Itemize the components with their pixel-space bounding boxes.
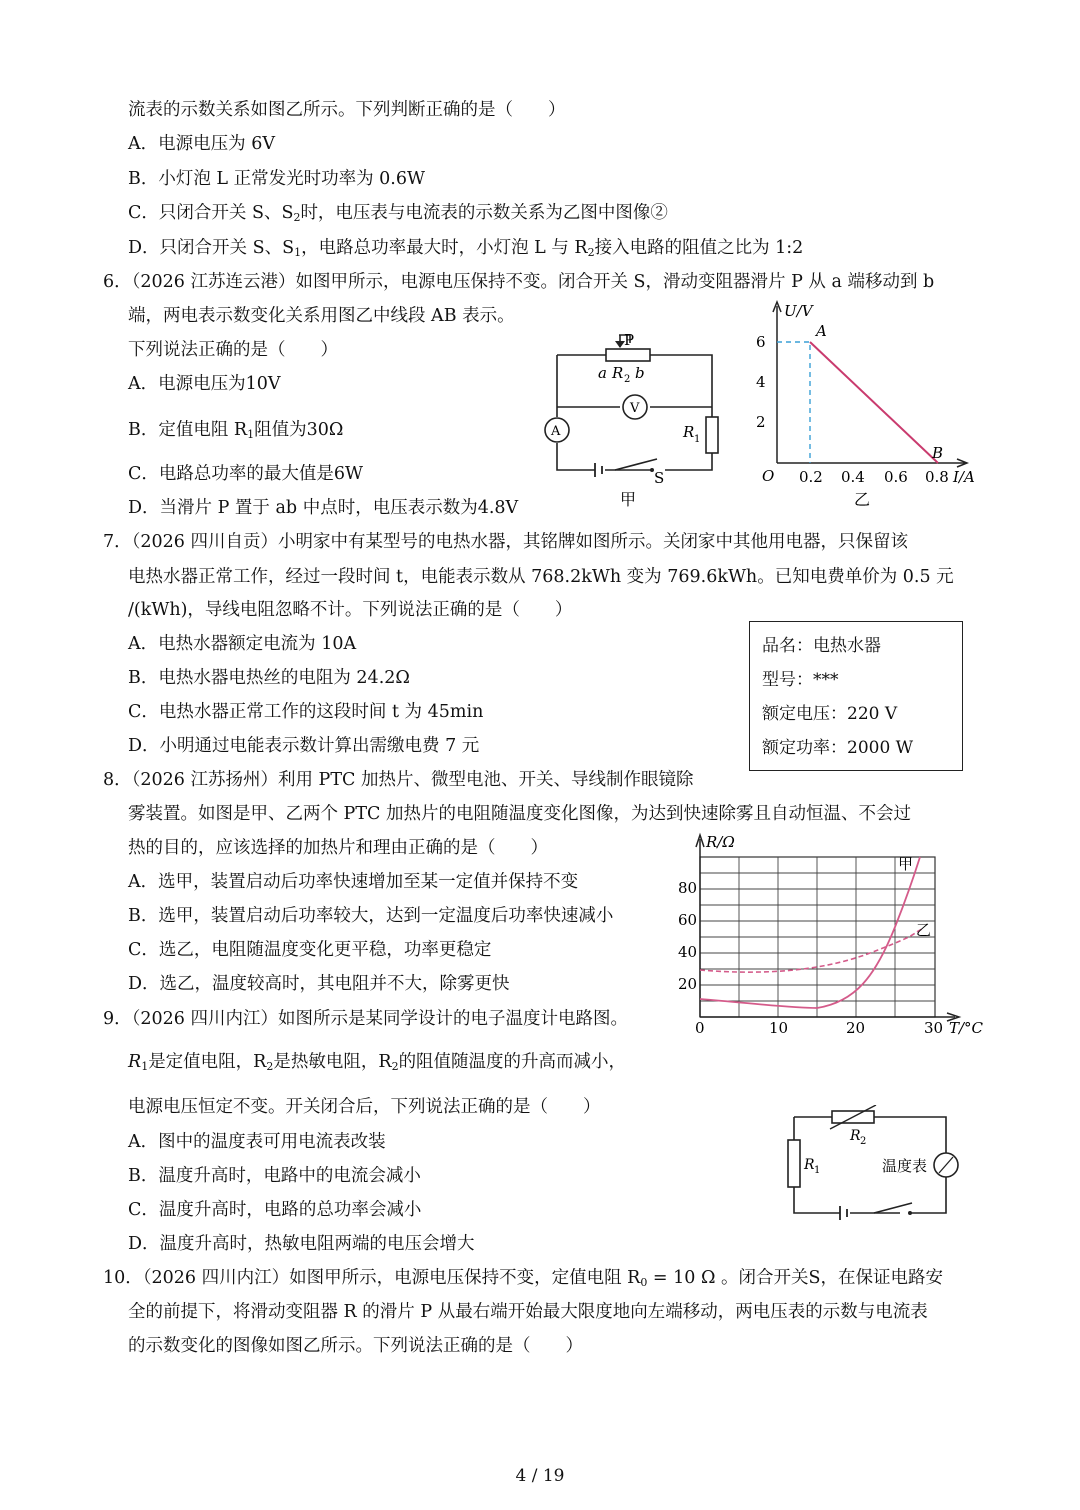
q5-option-b: B．小灯泡 L 正常发光时功率为 0.6W — [128, 169, 425, 189]
q6-stem-line1: 6．（2026 江苏连云港）如图甲所示，电源电压保持不变。闭合开关 S，滑动变阻器滑片 P 从 a 端移动到 b — [103, 272, 935, 292]
r1-sub: 1 — [694, 434, 701, 445]
q6-option-a: A．电源电压为10V — [128, 374, 281, 394]
q8-stem-line2: 雾装置。如图是甲、乙两个 PTC 加热片的电阻随温度变化图像，为达到快速除雾且自动恒温、不会过 — [128, 804, 911, 824]
page-number: 4 / 19 — [515, 1466, 565, 1486]
q6-option-d: D．当滑片 P 置于 ab 中点时，电压表示数为4.8V — [128, 498, 519, 518]
q9-stem-line1: 9．（2026 四川内江）如图所示是某同学设计的电子温度计电路图。 — [103, 1009, 628, 1029]
q9-option-a: A．图中的温度表可用电流表改装 — [128, 1132, 386, 1152]
ytick-20: 20 — [678, 975, 698, 993]
q9-circuit-diagram — [782, 1105, 972, 1225]
q8-option-b: B．选甲，装置启动后功率较大，达到一定温度后功率快速减小 — [128, 906, 614, 926]
graph-origin: O — [762, 467, 775, 485]
ytick-60: 60 — [678, 911, 698, 929]
q8-stem-line1: 8．（2026 江苏扬州）利用 PTC 加热片、微型电池、开关、导线制作眼镜除 — [103, 770, 694, 790]
q7-stem-line3: /(kWh)，导线电阻忽略不计。下列说法正确的是（ ） — [128, 600, 573, 620]
xtick-10: 10 — [769, 1019, 789, 1037]
figure-yi-caption: 乙 — [854, 490, 871, 509]
curve-yi — [700, 929, 922, 972]
ytick-4: 4 — [756, 373, 766, 391]
q7-option-a: A．电热水器额定电流为 10A — [128, 634, 357, 654]
ytick-40: 40 — [678, 943, 698, 961]
nameplate-power: 额定功率：2000 W — [762, 738, 914, 758]
switch-s-label: S — [654, 469, 665, 487]
nameplate-box — [749, 621, 963, 771]
xtick-0: 0 — [695, 1019, 705, 1037]
r2-sub: 2 — [624, 374, 631, 385]
xtick-0-2: 0.2 — [799, 468, 823, 486]
end-b-label: b — [635, 364, 645, 382]
graph-xlabel: T/°C — [949, 1019, 984, 1037]
q7-option-b: B．电热水器电热丝的电阻为 24.2Ω — [128, 668, 410, 688]
battery-icon — [840, 1206, 847, 1220]
xtick-20: 20 — [846, 1019, 866, 1037]
label-jia: 甲 — [898, 855, 914, 873]
r1-sub: 1 — [814, 1165, 821, 1176]
q5-stem-tail: 流表的示数关系如图乙所示。下列判断正确的是（ ） — [128, 100, 566, 120]
q7-option-d: D．小明通过电能表示数计算出需缴电费 7 元 — [128, 736, 480, 756]
q9-option-d: D．温度升高时，热敏电阻两端的电压会增大 — [128, 1234, 475, 1254]
xtick-0-8: 0.8 — [925, 468, 949, 486]
xtick-0-4: 0.4 — [841, 468, 865, 486]
q6-option-b: B．定值电阻 $R_1$阻值为30Ω — [128, 420, 344, 441]
nameplate-model: 型号：*** — [762, 670, 839, 690]
battery-icon — [595, 463, 602, 477]
voltmeter-label: V — [630, 401, 640, 416]
q7-option-c: C．电热水器正常工作的这段时间 t 为 45min — [128, 702, 484, 722]
q5-option-a: A．电源电压为 6V — [128, 134, 275, 154]
q8-option-d: D．选乙，温度较高时，其电阻并不大，除雾更快 — [128, 974, 510, 994]
q9-stem-line2: $R_1$是定值电阻，$R_2$是热敏电阻，$R_2$的阻值随温度的升高而减小， — [128, 1052, 627, 1073]
q9-option-c: C．温度升高时，电路的总功率会减小 — [128, 1200, 422, 1220]
xtick-30: 30 — [924, 1019, 944, 1037]
graph-ylabel: U/V — [784, 302, 813, 320]
q10-stem-line3: 的示数变化的图像如图乙所示。下列说法正确的是（ ） — [128, 1336, 583, 1356]
q9-option-b: B．温度升高时，电路中的电流会减小 — [128, 1166, 421, 1186]
end-a-label: a — [598, 364, 607, 382]
nameplate-product: 品名：电热水器 — [762, 636, 881, 656]
q7-stem-line2: 电热水器正常工作，经过一段时间 t，电能表示数从 768.2kWh 变为 769.6kWh。已知电费单价为 0.5 元 — [128, 567, 954, 587]
q5-option-d: D．只闭合开关 S、$S_1$，电路总功率最大时，小灯泡 L 与 $R_2$接入电路的阻值之比为 1:2 — [128, 238, 804, 259]
point-a-label: A — [816, 322, 827, 340]
q5-option-c: C．只闭合开关 S、$S_2$时，电压表与电流表的示数关系为乙图中图像② — [128, 203, 668, 224]
figure-jia-caption: 甲 — [620, 490, 637, 509]
nameplate-voltage: 额定电压：220 V — [762, 704, 898, 724]
q6-circuit-diagram — [540, 325, 740, 515]
r2-label: R — [850, 1128, 861, 1144]
graph-ylabel: R/Ω — [706, 833, 735, 851]
q6-graph-ui — [750, 298, 985, 518]
slider-p-label: P — [624, 331, 635, 349]
xtick-0-6: 0.6 — [884, 468, 908, 486]
q9-stem-line3: 电源电压恒定不变。开关闭合后，下列说法正确的是（ ） — [128, 1097, 601, 1117]
ytick-80: 80 — [678, 879, 698, 897]
q10-stem-line2: 全的前提下，将滑动变阻器 R 的滑片 P 从最右端开始最大限度地向左端移动，两电压表的示数与电流表 — [128, 1302, 928, 1322]
q7-stem-line1: 7．（2026 四川自贡）小明家中有某型号的电热水器，其铭牌如图所示。关闭家中其他用电器，只保留该 — [103, 532, 908, 552]
graph-xlabel: I/A — [953, 468, 975, 486]
label-yi: 乙 — [916, 921, 932, 939]
q6-stem-line2: 端，两电表示数变化关系用图乙中线段 AB 表示。 — [128, 306, 515, 326]
q8-option-c: C．选乙，电阻随温度变化更平稳，功率更稳定 — [128, 940, 492, 960]
r2-sub: 2 — [860, 1136, 867, 1147]
r1-label: R — [804, 1157, 815, 1173]
q8-option-a: A．选甲，装置启动后功率快速增加至某一定值并保持不变 — [128, 872, 579, 892]
q10-stem-line1: 10．（2026 四川内江）如图甲所示，电源电压保持不变，定值电阻 $R_0 = 10$ Ω 。闭合开关S，在保证电路安 — [103, 1268, 944, 1289]
r1-label: R — [683, 423, 695, 441]
q8-resistance-temperature-graph — [670, 827, 990, 1042]
ytick-6: 6 — [756, 333, 766, 351]
segment-ab — [810, 342, 938, 463]
q8-stem-line3: 热的目的，应该选择的加热片和理由正确的是（ ） — [128, 838, 548, 858]
meter-label: 温度表 — [882, 1157, 928, 1175]
q6-option-c: C．电路总功率的最大值是6W — [128, 464, 364, 484]
point-b-label: B — [932, 444, 944, 462]
ytick-2: 2 — [756, 413, 766, 431]
q6-stem-line3: 下列说法正确的是（ ） — [128, 340, 338, 360]
ammeter-label: A — [551, 424, 561, 439]
r2-label: R — [612, 364, 624, 382]
